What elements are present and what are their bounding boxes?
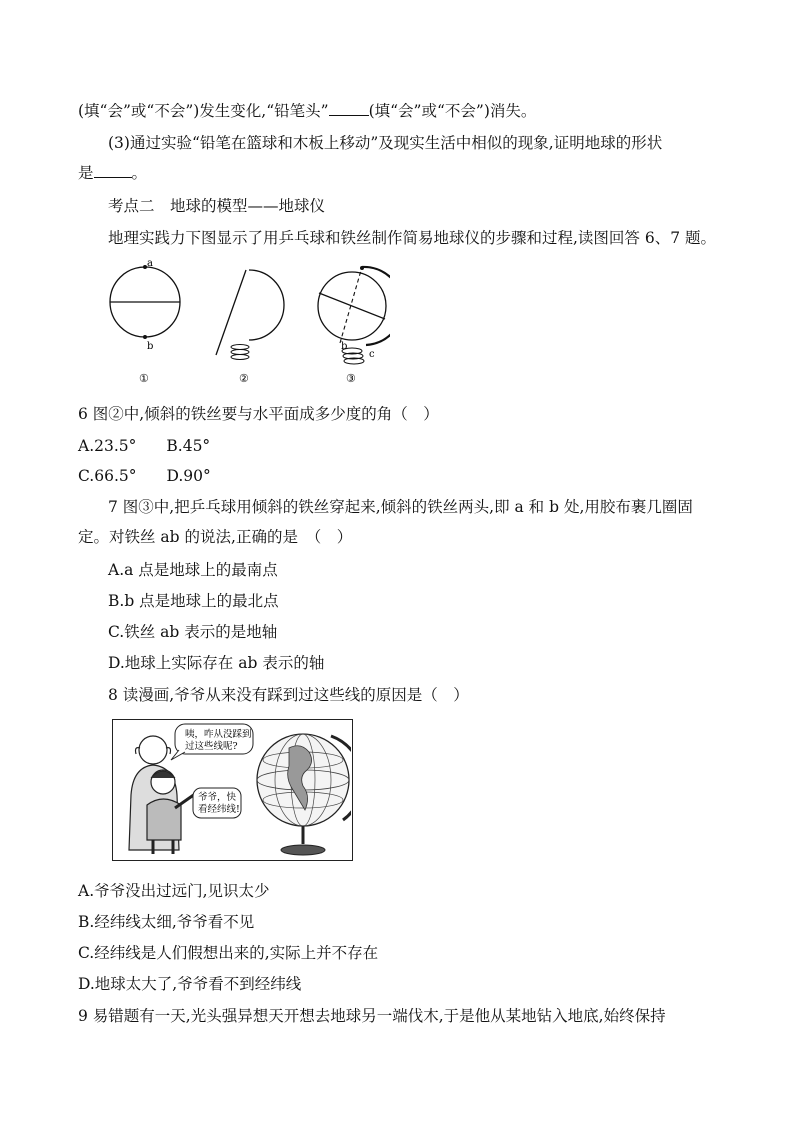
q7-option-c[interactable]: C.铁丝 ab 表示的是地轴: [108, 623, 278, 641]
bubble-boy-line2: 看经纬线!: [198, 804, 240, 815]
q8-option-c[interactable]: C.经纬线是人们假想出来的,实际上并不存在: [78, 944, 379, 962]
bubble-grandpa-line1: 咦，咋从没踩到: [185, 729, 252, 740]
step2-wire: [216, 270, 246, 355]
caption-2: ②: [239, 372, 249, 385]
boy-pointing-arm: [175, 794, 195, 808]
line-3-part-b: 。: [131, 164, 148, 182]
caption-1: ①: [139, 372, 149, 385]
answer-blank[interactable]: [329, 101, 369, 116]
label-a: a: [147, 258, 153, 269]
line-fill-blank-1: [78, 101, 536, 121]
boy-body: [147, 799, 181, 840]
intro-text: 地理实践力下图显示了用乒乓球和铁丝制作简易地球仪的步骤和过程,读图回答 6、7 题。: [108, 229, 717, 247]
step2-half-ring: [249, 270, 284, 340]
q6-option-c[interactable]: C.66.5°: [78, 467, 137, 485]
q7-stem-line2: 定。对铁丝 ab 的说法,正确的是 （ ）: [78, 528, 353, 546]
bubble-boy-line1: 爷爷，快: [198, 792, 237, 803]
q6-stem: 6 图②中,倾斜的铁丝要与水平面成多少度的角（ ）: [78, 405, 439, 423]
caption-3: ③: [346, 372, 356, 385]
grandpa-head: [139, 736, 167, 764]
line-3-part-a: 是: [78, 164, 94, 182]
step2-coil: [231, 345, 249, 350]
q6-option-d[interactable]: D.90°: [166, 467, 211, 485]
q8-option-b[interactable]: B.经纬线太细,爷爷看不见: [78, 913, 255, 931]
label-c: c: [369, 349, 375, 360]
line-fill-blank-3: [78, 163, 147, 183]
section-heading: 考点二 地球的模型——地球仪: [108, 197, 326, 215]
q7-option-a[interactable]: A.a 点是地球上的最南点: [108, 561, 278, 579]
q7-option-d[interactable]: D.地球上实际存在 ab 表示的轴: [108, 654, 325, 672]
q9-stem: 9 易错题有一天,光头强异想天开想去地球另一端伐木,于是他从某地钻入地底,始终保持: [78, 1007, 666, 1025]
q8-option-d[interactable]: D.地球太大了,爷爷看不到经纬线: [78, 975, 302, 993]
q6-option-b[interactable]: B.45°: [166, 437, 211, 455]
step3-equator: [319, 293, 385, 319]
q6-options-row2: [78, 466, 211, 486]
q8-option-a[interactable]: A.爷爷没出过远门,见识太少: [78, 882, 270, 900]
globe-steps-figure: [100, 255, 390, 395]
cartoon-drawing: [113, 720, 351, 859]
line-1-part-a: (填“会”或“不会”)发生变化,“铅笔头”: [78, 102, 329, 120]
step1-point-b: [143, 335, 147, 339]
cartoon-image: [112, 719, 353, 861]
label-b-step3: b: [341, 341, 348, 352]
answer-blank[interactable]: [94, 163, 132, 178]
q6-option-a[interactable]: A.23.5°: [78, 437, 137, 455]
bubble-grandpa-line2: 过这些线呢?: [185, 741, 238, 752]
q7-option-b[interactable]: B.b 点是地球上的最北点: [108, 592, 279, 610]
label-b: b: [147, 341, 154, 352]
q7-stem-line1: 7 图③中,把乒乓球用倾斜的铁丝穿起来,倾斜的铁丝两头,即 a 和 b 处,用胶布裹几圈固: [108, 498, 693, 516]
question-3-text: (3)通过实验“铅笔在篮球和木板上移动”及现实生活中相似的现象,证明地球的形状: [108, 134, 663, 152]
line-1-part-b: (填“会”或“不会”)消失。: [368, 102, 537, 120]
q6-options-row1: [78, 436, 210, 456]
globe-icon: [257, 734, 351, 855]
q8-stem: 8 读漫画,爷爷从来没有踩到过这些线的原因是（ ）: [108, 686, 469, 704]
